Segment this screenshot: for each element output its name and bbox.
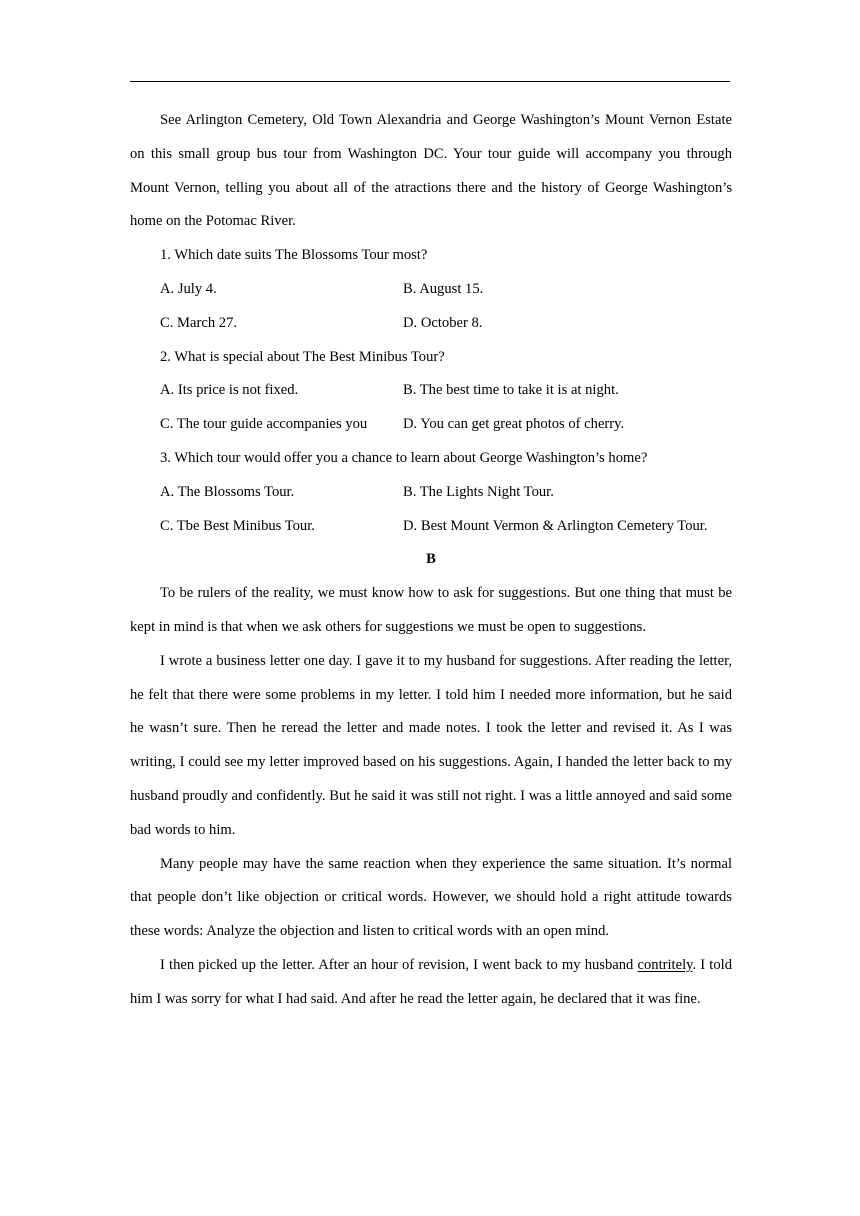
- question-1-stem: 1. Which date suits The Blossoms Tour most?: [160, 247, 428, 264]
- question-2-options-row-1: [130, 374, 732, 408]
- question-1-option-d: D. October 8.: [403, 314, 483, 331]
- section-b-paragraph-3: Many people may have the same reaction when they experience the same situation. It’s normal that people don’t like objection or critical words. However, we should hold a right attitude towards these words: Analyze the objection and listen to critical words with an open mind.: [130, 855, 732, 940]
- section-b-paragraph-1: To be rulers of the reality, we must know how to ask for suggestions. But one thing that must be kept in mind is that when we ask others for suggestions we must be open to suggestions.: [130, 585, 732, 635]
- question-3-stem: 3. Which tour would offer you a chance to learn about George Washington’s home?: [160, 449, 648, 466]
- question-1-option-c: C. March 27.: [160, 314, 238, 331]
- question-1-options-row-2: [130, 307, 732, 341]
- question-1-options-row-1: [130, 273, 732, 307]
- question-3-option-b: B. The Lights Night Tour.: [403, 483, 554, 500]
- section-b-heading: B: [426, 551, 436, 568]
- question-2-stem: 2. What is special about The Best Minibus Tour?: [160, 348, 445, 365]
- question-2-option-d: D. You can get great photos of cherry.: [403, 416, 625, 433]
- question-1-option-b: B. August 15.: [403, 280, 484, 297]
- header-rule: [130, 81, 730, 82]
- question-2-option-b: B. The best time to take it is at night.: [403, 382, 619, 399]
- question-3-options-row-2: [130, 510, 732, 544]
- paragraph-4-text-start: I then picked up the letter. After an hour of revision, I went back to my husband: [160, 956, 638, 973]
- section-b-paragraph-4: [130, 949, 732, 1017]
- question-2-option-a: A. Its price is not fixed.: [160, 382, 299, 399]
- underlined-word-contritely: contritely: [637, 956, 693, 973]
- question-2-option-c: C. The tour guide accompanies you: [160, 416, 368, 433]
- question-3-options-row-1: [130, 476, 732, 510]
- question-3-option-c: C. Tbe Best Minibus Tour.: [160, 517, 315, 534]
- passage-a-final-paragraph: See Arlington Cemetery, Old Town Alexandria and George Washington’s Mount Vernon Estate on this small group bus tour from Washington DC. Your tour guide will accompany you through Mount Vernon, telling you about all of the atractions there and the history of George Washington’s home on the Potomac River.: [130, 112, 732, 230]
- question-3-option-d: D. Best Mount Vermon & Arlington Cemetery Tour.: [403, 517, 708, 534]
- question-1-option-a: A. July 4.: [160, 280, 217, 297]
- paragraph-4-text-end: . I told him I was sorry for what I had said. And after he read the letter again, he declared that it was fine.: [130, 956, 733, 1007]
- section-b-paragraph-2: I wrote a business letter one day. I gave it to my husband for suggestions. After reading the letter, he felt that there were some problems in my letter. I told him I needed more information, but he said he wasn’t sure. Then he reread the letter and made notes. I took the letter and revised it. As I was writing, I could see my letter improved based on his suggestions. Again, I handed the letter back to my husband proudly and confidently. But he said it was still not right. I was a little annoyed and said some bad words to him.: [130, 652, 732, 838]
- question-2-options-row-2: [130, 408, 732, 442]
- document-body: [130, 104, 732, 1017]
- question-3-option-a: A. The Blossoms Tour.: [160, 483, 295, 500]
